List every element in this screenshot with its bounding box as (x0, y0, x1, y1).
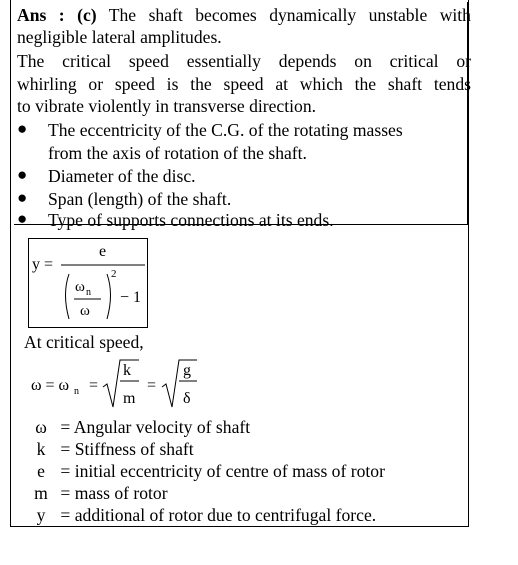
k-symbol: k (123, 362, 131, 379)
delta-symbol: δ (183, 390, 191, 407)
g-symbol: g (183, 362, 191, 379)
omega: ω (80, 303, 90, 319)
definition-symbol: ω (35, 417, 47, 437)
definition-text: = Angular velocity of shaft (60, 417, 251, 437)
definition-row (26, 460, 385, 482)
definition-text: = Stiffness of shaft (60, 439, 194, 459)
left-paren (66, 274, 70, 319)
definition-row (26, 438, 194, 460)
m-symbol: m (123, 390, 136, 407)
answer-line-1 (17, 4, 471, 26)
right-paren (107, 274, 111, 319)
formula-lhs: y = (32, 256, 54, 273)
formula-y-equation (29, 239, 147, 327)
definition-row (26, 504, 376, 526)
definition-row (26, 482, 168, 504)
formula-box (28, 238, 148, 328)
formula2-subscript: n (74, 386, 79, 397)
definition-symbol: e (37, 461, 45, 481)
omega-n-subscript: n (86, 287, 91, 298)
paragraph-line-3: to vibrate violently in transverse direction. (17, 96, 317, 116)
sqrt-icon (162, 360, 197, 407)
paragraph-line-2: whirling or speed is the speed at which the shaft tends (17, 74, 471, 94)
definition-text: = additional of rotor due to centrifugal force. (60, 505, 377, 525)
answer-prefix: Ans : (c) (17, 5, 97, 25)
bullet-dot-icon: ● (17, 188, 28, 207)
omega-n: ω (75, 279, 85, 295)
definition-text: = initial eccentricity of centre of mass of rotor (60, 461, 385, 481)
bullet-dot-icon: ● (17, 209, 28, 228)
definition-text: = mass of rotor (60, 483, 168, 503)
answer-line-1-text: The shaft becomes dynamically unstable with (108, 5, 471, 25)
answer-frame (10, 0, 469, 527)
bullet-2: Diameter of the disc. (48, 166, 196, 186)
critical-speed-label: At critical speed, (24, 332, 144, 352)
definition-symbol: k (36, 439, 46, 459)
bullet-1-line-2: from the axis of rotation of the shaft. (48, 143, 307, 163)
minus-one: − 1 (120, 289, 142, 306)
critical-speed-formula (29, 357, 209, 413)
definition-row (26, 416, 250, 438)
equals-1: = (89, 377, 99, 394)
paragraph-line-1: The critical speed essentially depends on critical or (17, 51, 471, 71)
omega-equals-omega-n: ω = ω (31, 377, 70, 394)
answer-line-2: negligible lateral amplitudes. (17, 27, 222, 47)
answer-text-box (14, 2, 471, 225)
definition-symbol: y (36, 505, 46, 525)
definition-symbol: m (34, 483, 48, 503)
formula-numerator: e (99, 243, 107, 260)
exponent: 2 (111, 268, 117, 280)
bullet-dot-icon: ● (17, 119, 28, 138)
bullet-3: Span (length) of the shaft. (48, 189, 232, 209)
bullet-1-line-1: The eccentricity of the C.G. of the rotating masses (48, 120, 403, 140)
bullet-4: Type of supports connections at its ends. (48, 210, 334, 230)
bullet-dot-icon: ● (17, 165, 28, 184)
equals-2: = (147, 377, 157, 394)
